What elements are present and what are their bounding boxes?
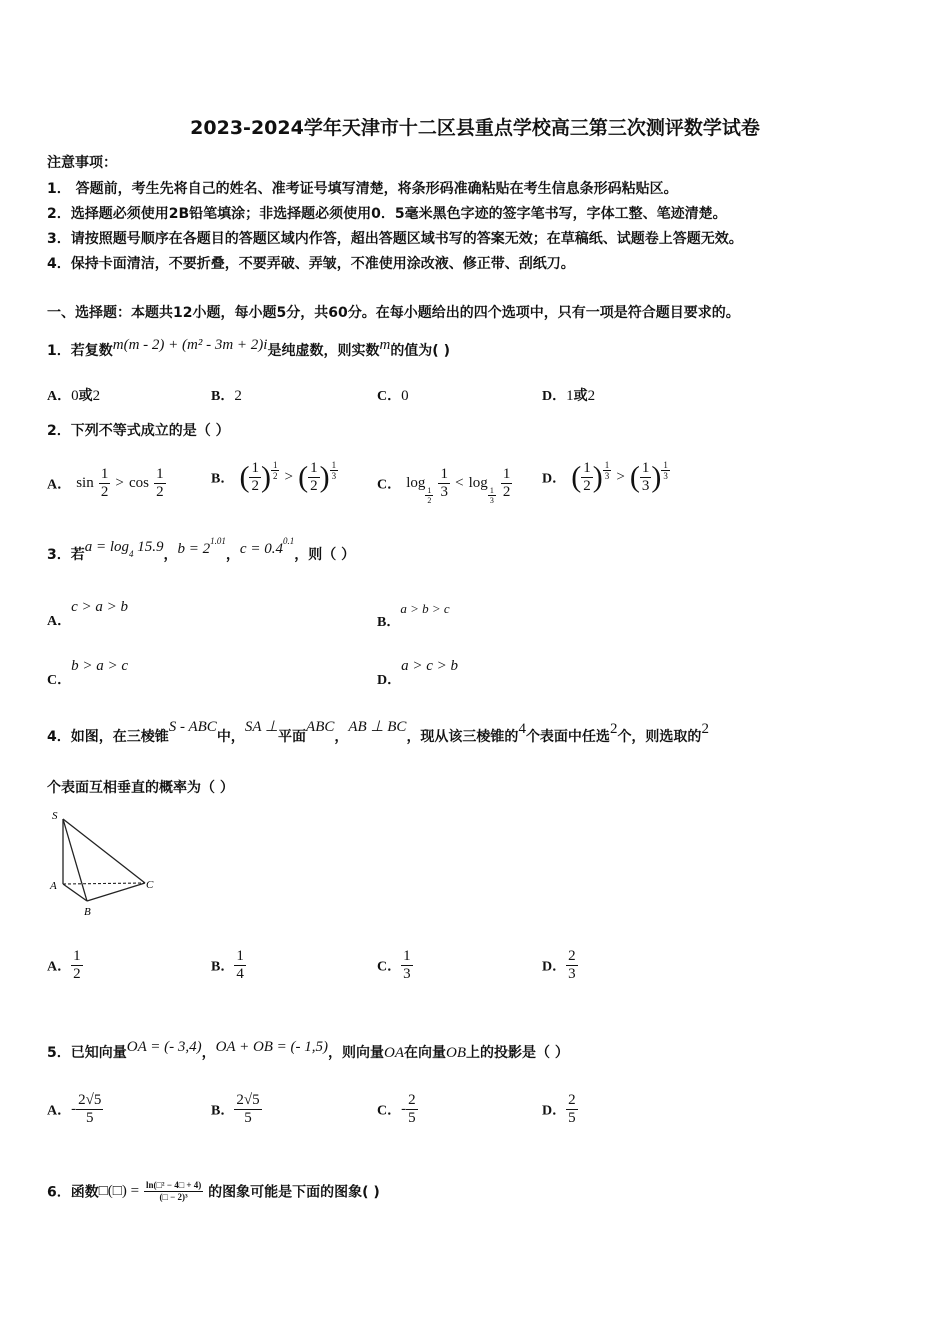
- question-6: 6．函数□(□) = $\frac{\text{ln(□² − 4□ + 4)}}{\text{(□ − 2)³}}$ 的图象可能是下面的图象( ): [47, 1180, 380, 1202]
- q4-stem-line2: 个表面互相垂直的概率为（ ）: [47, 780, 234, 796]
- question-4: 4．如图，在三棱锥S - ABC中，SA ⊥平面ABC，AB ⊥ BC，现从该三棱锥的4个表面中任选2个，则选取的2: [47, 719, 709, 745]
- q1-stem-end: 的值为( ): [390, 343, 450, 359]
- q3-option-b: B．a > b > c: [377, 601, 450, 630]
- q1-stem-mid: 是纯虚数，则实数: [267, 343, 380, 359]
- page-title: 2023-2024学年天津市十二区县重点学校高三第三次测评数学试卷: [190, 117, 760, 139]
- notice-item: 4．保持卡面清洁，不要折叠，不要弄破、弄皱，不准使用涂改液、修正带、刮纸刀。: [47, 256, 575, 272]
- edge-bc: [87, 883, 145, 901]
- notice-item: 2．选择题必须使用2B铅笔填涂；非选择题必须使用0．5毫米黑色字迹的签字笔书写，字体工整、笔迹清楚。: [47, 206, 727, 222]
- q4-option-b: B． $\frac{1}{4}$: [211, 948, 244, 982]
- question-1: [47, 337, 450, 360]
- q5-option-c: C．- $\frac{2}{5}$: [377, 1092, 416, 1126]
- q1-number: 1．若复数: [47, 343, 113, 359]
- notice-heading: 注意事项：: [47, 155, 117, 171]
- q3-option-a: A．c > a > b: [47, 599, 129, 629]
- q1-option-b: B．2: [211, 388, 242, 404]
- q4-option-a: A． $\frac{1}{2}$: [47, 948, 81, 982]
- q2-option-d: D． ( $\frac{1}{2}$ ) $\frac{1}{3}$ > ( $\frac{1}{3}$ ) $\frac{1}{3}$: [542, 460, 668, 494]
- label-b: B: [84, 906, 91, 918]
- edge-sc: [63, 819, 145, 883]
- label-s: S: [52, 810, 58, 822]
- q1-expression: m(m - 2) + (m² - 3m + 2)i: [112, 337, 268, 353]
- label-c: C: [146, 879, 154, 891]
- q2-option-b: B． ( $\frac{1}{2}$ ) $\frac{1}{2}$ > ( $\frac{1}{2}$ ) $\frac{1}{3}$: [211, 460, 337, 494]
- q4-option-d: D． $\frac{2}{3}$: [542, 948, 576, 982]
- edge-sb: [63, 819, 87, 901]
- q1-variable: m: [379, 337, 391, 353]
- pyramid-figure: [47, 805, 167, 925]
- q1-option-d: D．1或2: [542, 388, 596, 404]
- question-2: 2．下列不等式成立的是（ ）: [47, 423, 230, 439]
- q5-option-d: D． $\frac{2}{5}$: [542, 1092, 576, 1126]
- q1-option-a: A．0或2: [47, 388, 101, 404]
- label-a: A: [50, 880, 57, 892]
- q3-option-c: C．b > a > c: [47, 658, 129, 688]
- q2-option-a: A． sin $\frac{1}{2}$ > cos $\frac{1}{2}$: [47, 466, 164, 500]
- q1-option-c: C．0: [377, 388, 409, 404]
- notice-item: 1． 答题前，考生先将自己的姓名、准考证号填写清楚，将条形码准确粘贴在考生信息条形码粘贴区。: [47, 181, 678, 197]
- q2-option-c: C． log $\frac{1}{2}$ $\frac{1}{3}$ < log $\frac{1}{3}$ $\frac{1}{2}$: [377, 466, 511, 505]
- q3-option-d: D．a > c > b: [377, 658, 459, 688]
- section-heading: 一、选择题：本题共12小题，每小题5分，共60分。在每小题给出的四个选项中，只有一项是符合题目要求的。: [47, 305, 740, 321]
- q5-option-a: A．- $\frac{2√5}{5}$: [47, 1092, 102, 1126]
- q4-option-c: C． $\frac{1}{3}$: [377, 948, 411, 982]
- notice-item: 3．请按照题号顺序在各题目的答题区域内作答，超出答题区域书写的答案无效；在草稿纸、试题卷上答题无效。: [47, 231, 743, 247]
- q5-option-b: B． $\frac{2√5}{5}$: [211, 1092, 260, 1126]
- edge-ac: [63, 883, 145, 884]
- question-3: 3．若$a = \log_4 15.9$，$b = 2^{1.01}$，$c = 0.4^{0.1}$，则（ ）: [47, 536, 356, 563]
- question-5: 5．已知向量OA = (- 3,4)，OA + OB = (- 1,5)，则向量OA在向量OB上的投影是（ ）: [47, 1039, 569, 1061]
